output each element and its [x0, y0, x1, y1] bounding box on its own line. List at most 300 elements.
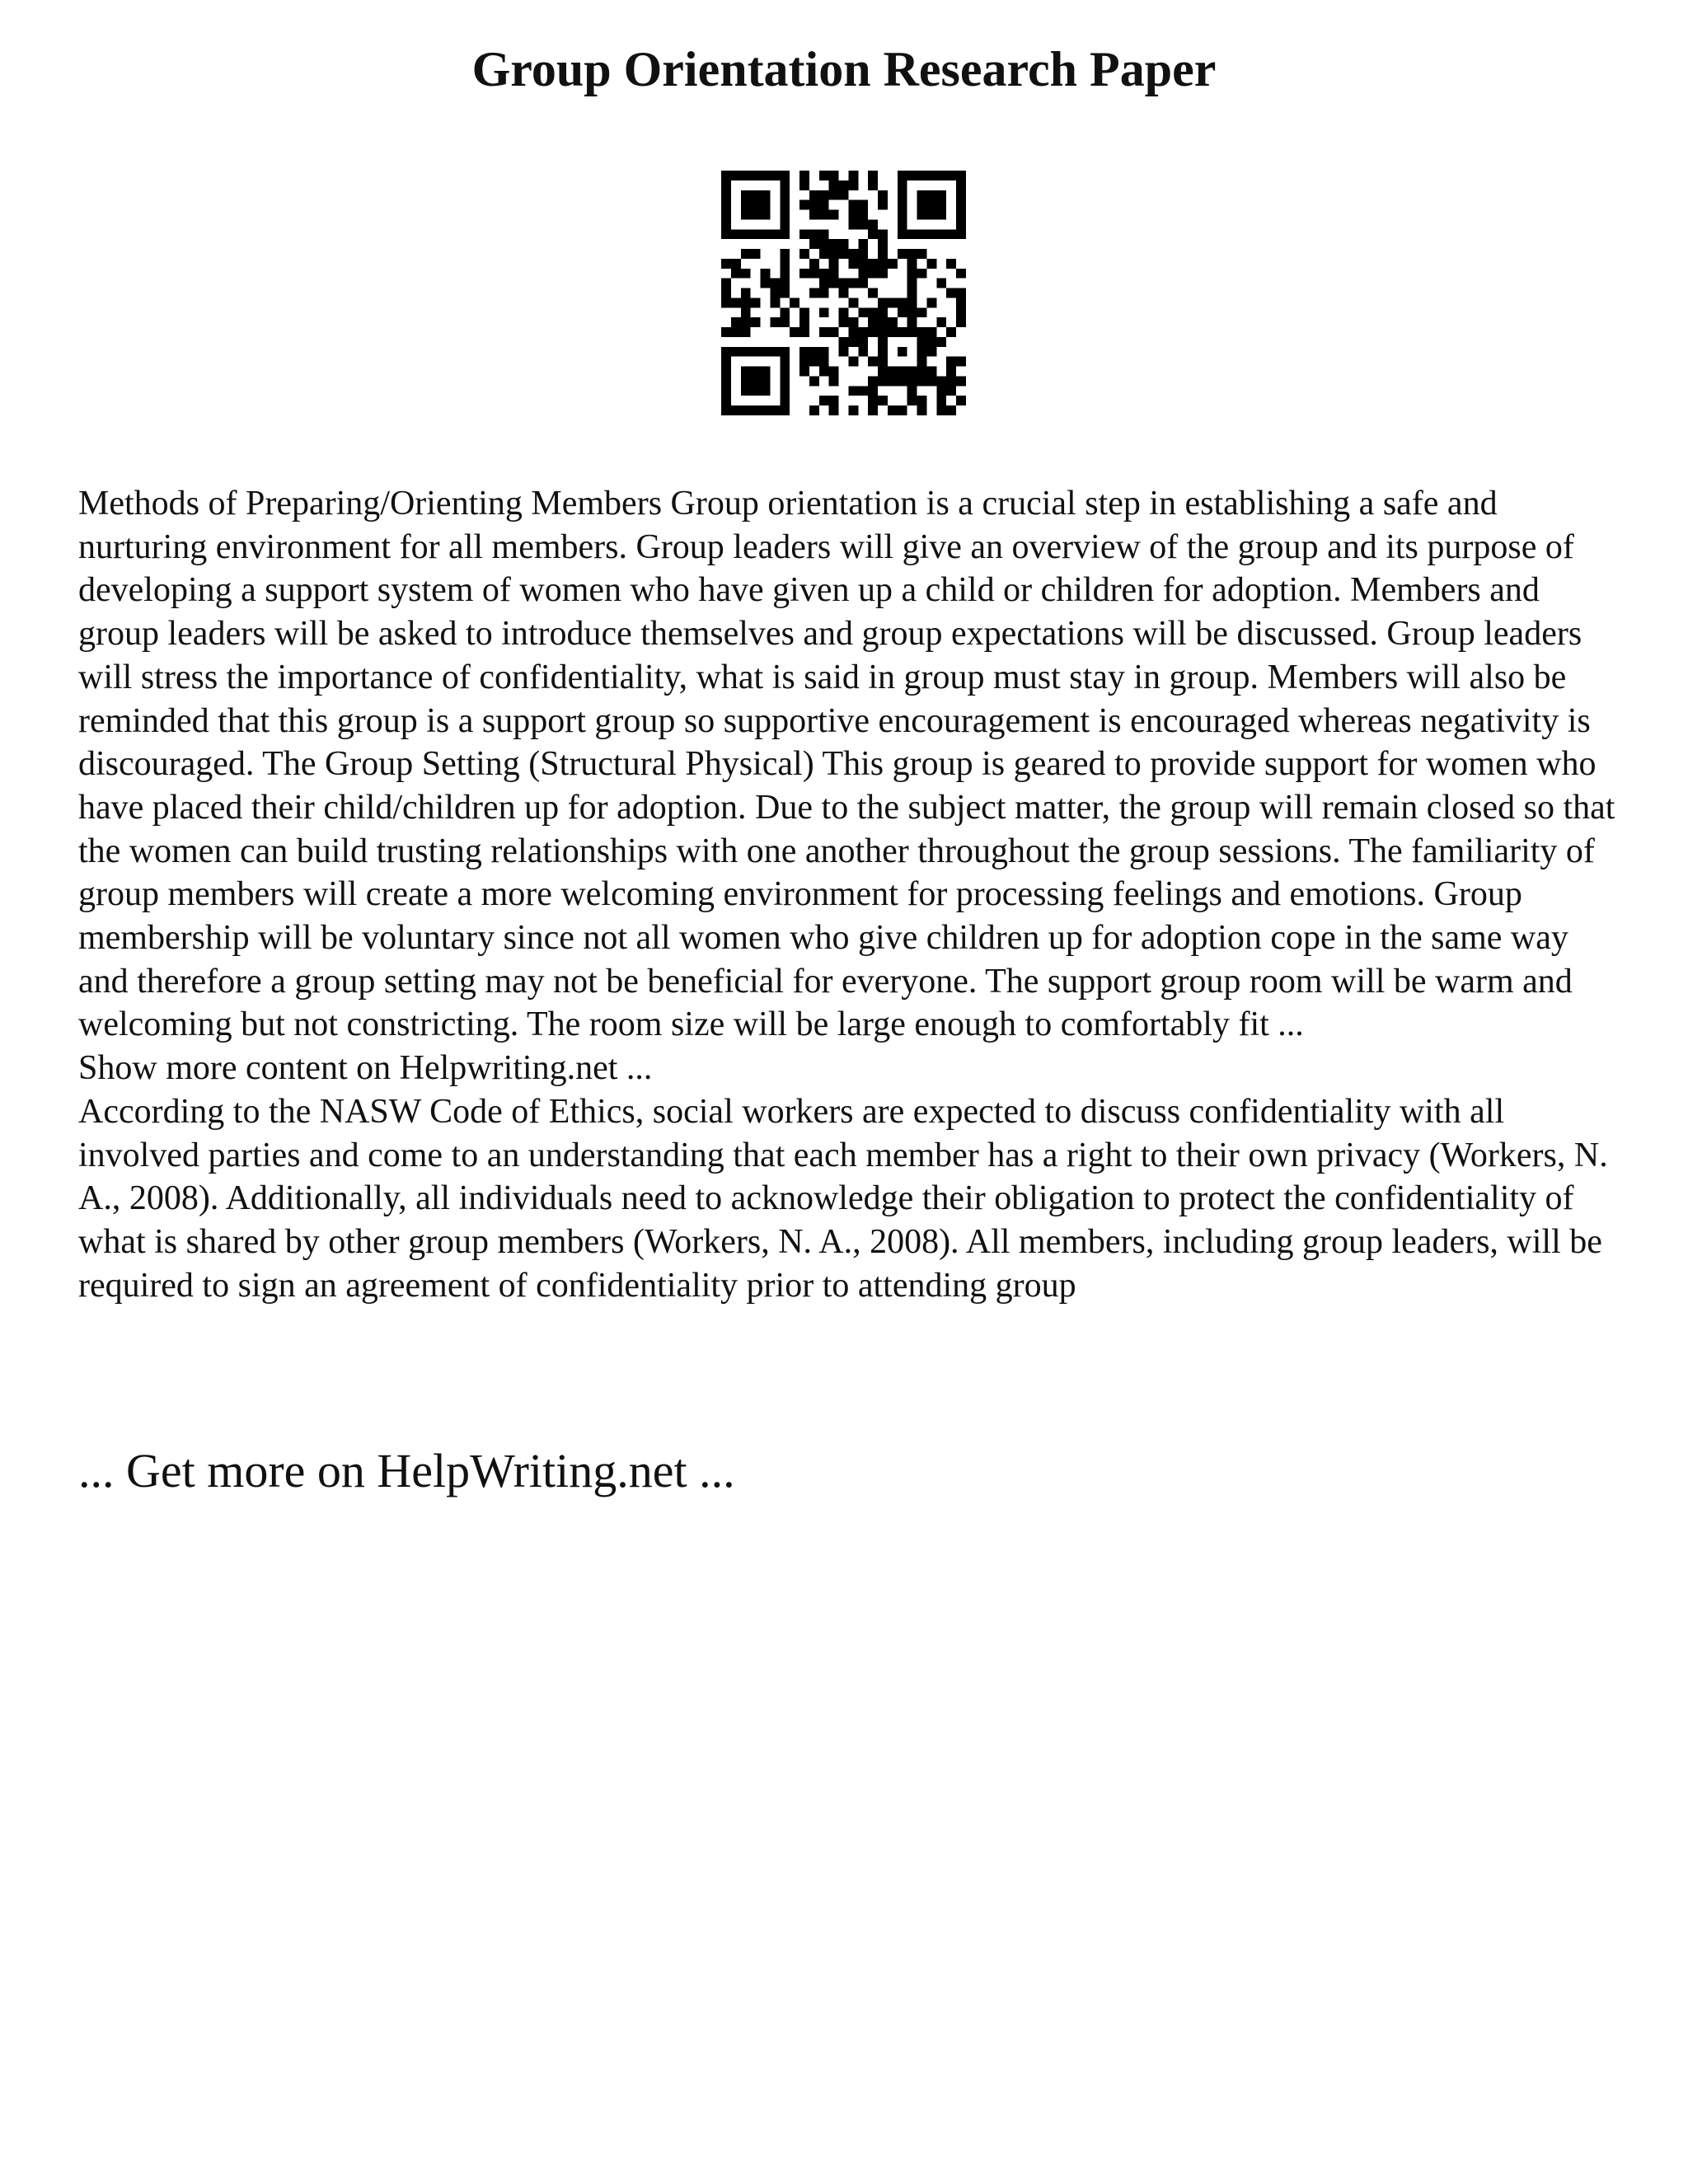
qr-module [926, 337, 936, 347]
qr-module [868, 288, 878, 298]
qr-module [809, 239, 819, 249]
qr-module [907, 396, 917, 405]
qr-module [888, 259, 898, 269]
qr-module [848, 219, 858, 229]
qr-module [721, 210, 731, 220]
qr-module [926, 200, 936, 210]
qr-module [868, 317, 878, 327]
qr-module [917, 269, 927, 279]
qr-module [858, 269, 868, 279]
qr-module [858, 210, 868, 220]
qr-module [898, 298, 907, 307]
qr-module [721, 386, 731, 396]
qr-module [780, 259, 790, 269]
qr-module [761, 229, 771, 239]
qr-module [751, 405, 761, 415]
qr-module [907, 229, 917, 239]
qr-module [761, 405, 771, 415]
qr-module [751, 249, 761, 259]
qr-module [741, 229, 751, 239]
body-text [78, 482, 1620, 1307]
qr-module [907, 307, 917, 317]
qr-module [741, 347, 751, 357]
qr-module [741, 307, 751, 317]
qr-module [946, 288, 956, 298]
qr-module [790, 298, 799, 307]
qr-module [761, 269, 771, 279]
qr-module [819, 327, 829, 337]
qr-module [829, 210, 839, 220]
qr-module [721, 279, 731, 288]
qr-module [898, 200, 907, 210]
qr-module [858, 279, 868, 288]
qr-module [868, 327, 878, 337]
qr-module [829, 396, 839, 405]
qr-module [936, 200, 946, 210]
qr-module [858, 259, 868, 269]
qr-module [878, 327, 888, 337]
paragraph-2: According to the NASW Code of Ethics, social workers are expected to discuss confidentiality with all involved parties and come to an understanding that each member has a right to their own privacy (Workers, N. A., 2008). Additionally, all individuals need to acknowledge their obligation to protect the confidentiality of what is shared by other group members (Workers, N. A., 2008). All members, including group leaders, will be required to sign an agreement of confidentiality prior to attending group [78, 1092, 1608, 1305]
qr-module [946, 376, 956, 386]
qr-module [770, 279, 780, 288]
qr-module [809, 357, 819, 367]
qr-module [829, 249, 839, 259]
qr-module [721, 405, 731, 415]
qr-module [917, 249, 927, 259]
qr-module [780, 279, 790, 288]
qr-module [848, 180, 858, 190]
qr-module [780, 180, 790, 190]
qr-module [898, 210, 907, 220]
qr-module [917, 229, 927, 239]
qr-module [819, 288, 829, 298]
qr-module [858, 249, 868, 259]
qr-module [721, 219, 731, 229]
qr-module [839, 190, 849, 200]
qr-module [780, 190, 790, 200]
qr-module [917, 376, 927, 386]
qr-module [761, 347, 771, 357]
qr-module [936, 337, 946, 347]
qr-module [829, 327, 839, 337]
qr-module [731, 259, 741, 269]
qr-module [878, 347, 888, 357]
qr-module [917, 367, 927, 377]
qr-module [898, 307, 907, 317]
qr-module [868, 405, 878, 415]
qr-module [751, 190, 761, 200]
qr-module [868, 386, 878, 396]
qr-module [829, 190, 839, 200]
qr-module [770, 288, 780, 298]
qr-module [917, 200, 927, 210]
qr-module [799, 357, 809, 367]
qr-module [898, 180, 907, 190]
qr-module [936, 396, 946, 405]
qr-module [898, 219, 907, 229]
qr-module [839, 307, 849, 317]
qr-module [741, 210, 751, 220]
qr-module [898, 367, 907, 377]
qr-module [839, 337, 849, 347]
qr-module [751, 376, 761, 386]
qr-module [878, 249, 888, 259]
qr-module [839, 288, 849, 298]
qr-module [848, 327, 858, 337]
qr-module [721, 229, 731, 239]
qr-module [858, 239, 868, 249]
qr-module [956, 357, 966, 367]
qr-module [878, 396, 888, 405]
qr-module [741, 249, 751, 259]
qr-module [907, 171, 917, 180]
qr-module [907, 327, 917, 337]
qr-module [829, 367, 839, 377]
qr-module [799, 347, 809, 357]
qr-module [819, 347, 829, 357]
qr-module [809, 269, 819, 279]
qr-module [926, 367, 936, 377]
qr-module [721, 327, 731, 337]
qr-module [917, 307, 927, 317]
qr-module [809, 288, 819, 298]
qr-module [780, 171, 790, 180]
qr-module [956, 180, 966, 190]
qr-module [926, 210, 936, 220]
qr-module [926, 229, 936, 239]
qr-module [819, 200, 829, 210]
qr-module [848, 259, 858, 269]
qr-module [946, 259, 956, 269]
qr-module [878, 239, 888, 249]
qr-module [936, 279, 946, 288]
get-more-link[interactable]: ... Get more on HelpWriting.net ... [78, 1444, 735, 1497]
qr-module [926, 171, 936, 180]
qr-module [780, 210, 790, 220]
qr-module [917, 210, 927, 220]
qr-module [956, 298, 966, 307]
qr-module [780, 269, 790, 279]
qr-module [741, 200, 751, 210]
qr-module [799, 229, 809, 239]
qr-module [780, 317, 790, 327]
qr-module [898, 347, 907, 357]
qr-module [780, 376, 790, 386]
qr-module [898, 229, 907, 239]
qr-module [761, 376, 771, 386]
qr-module [829, 180, 839, 190]
qr-module [946, 405, 956, 415]
qr-module [858, 337, 868, 347]
qr-module [799, 317, 809, 327]
qr-module [780, 288, 790, 298]
qr-module [878, 367, 888, 377]
qr-module [917, 190, 927, 200]
page-title: Group Orientation Research Paper [471, 42, 1217, 96]
qr-module [848, 279, 858, 288]
qr-module [721, 200, 731, 210]
qr-module [888, 405, 898, 415]
qr-module [956, 317, 966, 327]
qr-module [761, 190, 771, 200]
qr-module [898, 171, 907, 180]
qr-module [741, 288, 751, 298]
qr-module [936, 171, 946, 180]
qr-module [741, 298, 751, 307]
qr-module [839, 180, 849, 190]
qr-module [878, 298, 888, 307]
qr-module [848, 337, 858, 347]
qr-module [829, 171, 839, 180]
qr-module [907, 288, 917, 298]
qr-module [751, 317, 761, 327]
qr-module [946, 367, 956, 377]
qr-module [956, 229, 966, 239]
qr-module [780, 396, 790, 405]
qr-module [829, 269, 839, 279]
qr-module [751, 367, 761, 377]
qr-module [868, 171, 878, 180]
qr-module [946, 229, 956, 239]
qr-module [731, 405, 741, 415]
qr-module [936, 376, 946, 386]
qr-module [956, 219, 966, 229]
qr-module [839, 239, 849, 249]
qr-module [907, 269, 917, 279]
qr-module [799, 171, 809, 180]
qr-module [721, 298, 731, 307]
qr-module [819, 249, 829, 259]
qr-module [741, 367, 751, 377]
qr-module [751, 386, 761, 396]
qr-module [868, 376, 878, 386]
qr-module [770, 171, 780, 180]
qr-module [751, 171, 761, 180]
qr-module [819, 396, 829, 405]
qr-module [898, 249, 907, 259]
qr-module [878, 269, 888, 279]
qr-module [819, 367, 829, 377]
qr-module [731, 317, 741, 327]
qr-module [848, 200, 858, 210]
qr-module [721, 288, 731, 298]
qr-module [839, 347, 849, 357]
qr-module [936, 405, 946, 415]
qr-module [917, 171, 927, 180]
qr-module [741, 327, 751, 337]
qr-module [761, 386, 771, 396]
qr-module [868, 307, 878, 317]
qr-module [770, 298, 780, 307]
qr-module [868, 269, 878, 279]
qr-module [780, 200, 790, 210]
qr-module [741, 171, 751, 180]
qr-module [731, 171, 741, 180]
qr-module [799, 269, 809, 279]
qr-module [878, 307, 888, 317]
qr-module [721, 259, 731, 269]
qr-code-icon [721, 171, 966, 415]
qr-module [926, 347, 936, 357]
qr-module [956, 376, 966, 386]
qr-module [898, 376, 907, 386]
qr-module [809, 190, 819, 200]
qr-module [878, 357, 888, 367]
qr-module [907, 367, 917, 377]
qr-module [907, 317, 917, 327]
qr-module [741, 317, 751, 327]
qr-module [926, 190, 936, 200]
qr-module [917, 337, 927, 347]
qr-module [848, 317, 858, 327]
qr-module [907, 249, 917, 259]
qr-module [799, 327, 809, 337]
qr-module [878, 317, 888, 327]
qr-module [799, 307, 809, 317]
qr-module [946, 386, 956, 396]
qr-module [751, 298, 761, 307]
qr-module [780, 347, 790, 357]
qr-module [878, 190, 888, 200]
qr-module [907, 376, 917, 386]
qr-module [751, 229, 761, 239]
qr-module [770, 229, 780, 239]
qr-module [819, 171, 829, 180]
qr-module [907, 298, 917, 307]
qr-module [848, 298, 858, 307]
qr-module [780, 386, 790, 396]
qr-module [829, 279, 839, 288]
qr-module [761, 200, 771, 210]
qr-module [721, 347, 731, 357]
qr-module [858, 347, 868, 357]
qr-module [858, 307, 868, 317]
qr-module [731, 347, 741, 357]
qr-module [819, 229, 829, 239]
qr-module [829, 405, 839, 415]
qr-module [907, 386, 917, 396]
qr-module [888, 298, 898, 307]
qr-module [878, 229, 888, 239]
qr-module [848, 171, 858, 180]
qr-module [839, 279, 849, 288]
qr-module [770, 405, 780, 415]
qr-module [907, 259, 917, 269]
qr-module [780, 219, 790, 229]
qr-module [858, 200, 868, 210]
qr-module [731, 269, 741, 279]
qr-module [761, 210, 771, 220]
qr-module [741, 269, 751, 279]
qr-module [780, 357, 790, 367]
qr-module [809, 376, 819, 386]
qr-module [799, 367, 809, 377]
qr-module [936, 229, 946, 239]
qr-module [868, 259, 878, 269]
qr-module [956, 307, 966, 317]
qr-module [917, 327, 927, 337]
qr-module [741, 405, 751, 415]
qr-module [858, 327, 868, 337]
qr-module [917, 347, 927, 357]
qr-module [829, 239, 839, 249]
qr-module [721, 180, 731, 190]
qr-module [956, 190, 966, 200]
qr-module [790, 327, 799, 337]
qr-module [741, 376, 751, 386]
qr-module [721, 367, 731, 377]
qr-module [819, 307, 829, 317]
qr-module [907, 279, 917, 288]
qr-module [751, 210, 761, 220]
qr-module [848, 357, 858, 367]
qr-module [809, 405, 819, 415]
qr-module [780, 405, 790, 415]
qr-module [946, 357, 956, 367]
qr-module [926, 298, 936, 307]
qr-module [888, 367, 898, 377]
qr-module [878, 376, 888, 386]
qr-module [819, 210, 829, 220]
qr-module [819, 269, 829, 279]
qr-module [898, 327, 907, 337]
qr-module [770, 317, 780, 327]
qr-module [956, 396, 966, 405]
qr-module [868, 357, 878, 367]
qr-module [848, 249, 858, 259]
qr-module [858, 219, 868, 229]
qr-module [751, 200, 761, 210]
qr-module [761, 171, 771, 180]
qr-module [956, 171, 966, 180]
qr-module [848, 210, 858, 220]
qr-module [868, 396, 878, 405]
qr-module [936, 386, 946, 396]
qr-module [721, 396, 731, 405]
qr-module [878, 259, 888, 269]
qr-module [936, 190, 946, 200]
paragraph-1: Methods of Preparing/Orienting Members Group orientation is a crucial step in establishing a safe and nurturing environment for all members. Group leaders will give an overview of the group and its purpose of developing a support system of women who have given up a child or children for adoption. Members and group leaders will be asked to introduce themselves and group expectations will be discussed. Group leaders will stress the importance of confidentiality, what is said in group must stay in group. Members will also be reminded that this group is a support group so supportive encouragement is encouraged whereas negativity is discouraged. The Group Setting (Structural Physical) This group is geared to provide support for women who have placed their child/children up for adoption. Due to the subject matter, the group will remain closed so that the women can build trusting relationships with one another throughout the group sessions. The familiarity of group members will create a more welcoming environment for processing feelings and emotions. Group membership will be voluntary since not all women who give children up for adoption cope in the same way and therefore a group setting may not be beneficial for everyone. The support group room will be warm and welcoming but not constricting. The room size will be large enough to comfortably fit ... [78, 485, 1615, 1044]
qr-module [936, 317, 946, 327]
qr-module [848, 405, 858, 415]
qr-module [858, 386, 868, 396]
qr-module [819, 190, 829, 200]
qr-module [956, 210, 966, 220]
qr-module [799, 180, 809, 190]
qr-module [868, 180, 878, 190]
qr-module [731, 229, 741, 239]
qr-module [917, 357, 927, 367]
qr-module [868, 219, 878, 229]
qr-module [770, 347, 780, 357]
qr-module [731, 327, 741, 337]
qr-module [780, 307, 790, 317]
qr-module [751, 347, 761, 357]
qr-module [936, 210, 946, 220]
qr-module [946, 171, 956, 180]
qr-module [731, 298, 741, 307]
qr-module [839, 249, 849, 259]
qr-module [780, 249, 790, 259]
qr-module [917, 405, 927, 415]
qr-module [926, 327, 936, 337]
qr-module [926, 376, 936, 386]
qr-module [819, 239, 829, 249]
qr-module [839, 317, 849, 327]
qr-module [868, 229, 878, 239]
qr-module [780, 367, 790, 377]
show-more-link[interactable]: Show more content on Helpwriting.net ... [78, 1049, 653, 1088]
